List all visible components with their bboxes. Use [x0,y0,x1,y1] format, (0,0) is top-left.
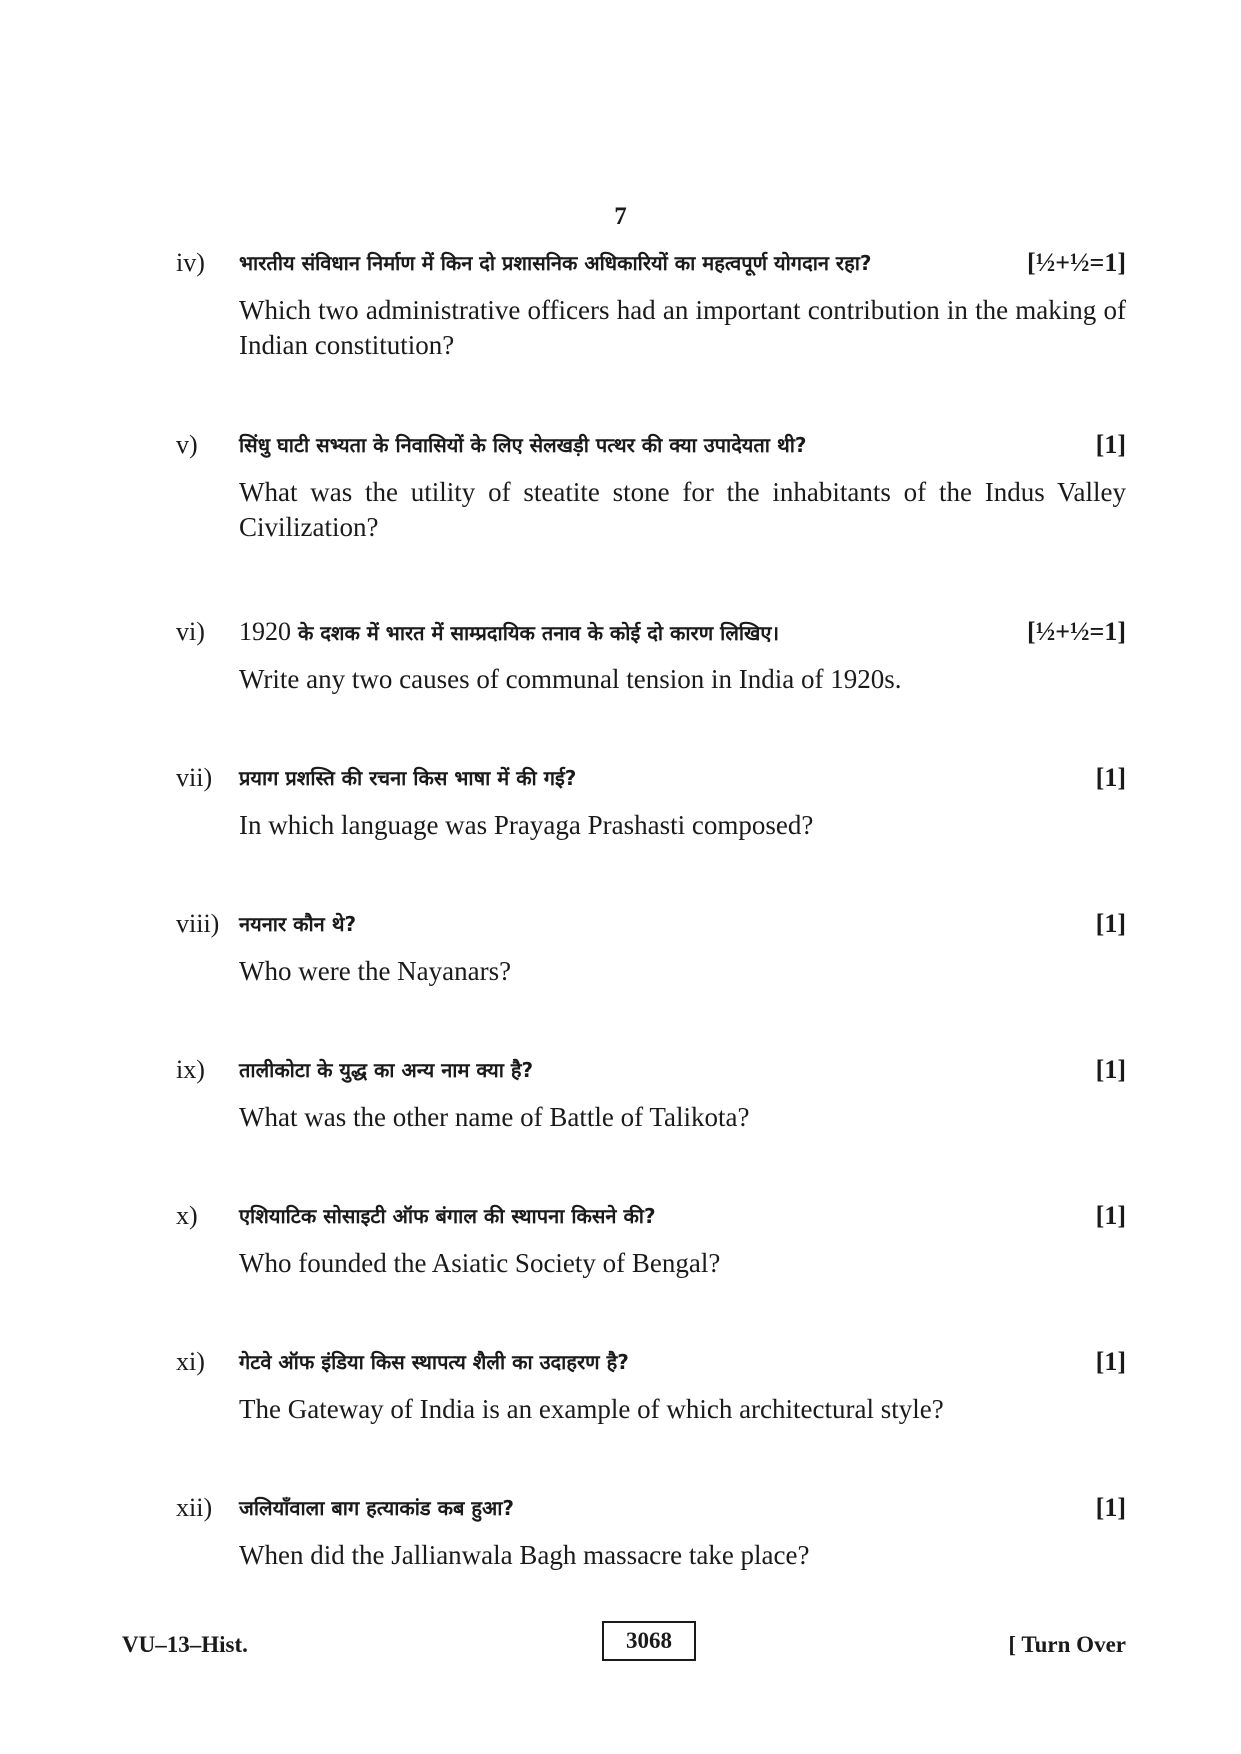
question-number: x) [176,1201,198,1230]
question-english-text: Which two administrative officers had an important contribution in the making of Indian constitution? [239,295,1126,360]
question-english-text: When did the Jallianwala Bagh massacre take place? [239,1540,810,1570]
question-hindi-text: भारतीय संविधान निर्माण में किन दो प्रशासनिक अधिकारियों का महत्वपूर्ण योगदान रहा? [239,251,872,275]
question-marks: [1] [1095,1493,1126,1522]
question-x [176,1196,1126,1281]
question-marks: [1] [1095,909,1126,938]
question-english-text: Who founded the Asiatic Society of Bengal? [239,1248,721,1278]
question-number: vii) [176,763,213,792]
question-english-text: The Gateway of India is an example of which architectural style? [239,1394,944,1424]
question-hindi-text [239,612,779,653]
question-hindi-text: नयनार कौन थे? [239,912,357,936]
question-marks: [1] [1095,763,1126,792]
question-iv [176,243,1126,363]
question-number: iv) [176,248,205,277]
question-v [176,425,1126,545]
question-marks: [1] [1095,1055,1126,1084]
question-marks: [1] [1095,430,1126,459]
question-hindi-text: प्रयाग प्रशस्ति की रचना किस भाषा में की गई? [239,766,577,790]
question-english-text: In which language was Prayaga Prashasti composed? [239,810,814,840]
question-number: xi) [176,1347,205,1376]
question-english-text: What was the other name of Battle of Talikota? [239,1102,750,1132]
footer-turn-over: [ Turn Over [1008,1632,1126,1657]
question-marks: [1] [1095,1201,1126,1230]
question-number: v) [176,430,198,459]
question-viii [176,904,1126,989]
question-xii [176,1488,1126,1573]
question-hindi-year: 1920 [239,617,291,646]
page-number: 7 [614,203,627,230]
question-hindi-text: सिंधु घाटी सभ्यता के निवासियों के लिए सेलखड़ी पत्थर की क्या उपादेयता थी? [239,433,807,457]
question-hindi-body: के दशक में भारत में साम्प्रदायिक तनाव के कोई दो कारण लिखिए। [297,621,780,645]
question-hindi-text: जलियाँवाला बाग हत्याकांड कब हुआ? [239,1496,514,1520]
footer-serial-box: 3068 [602,1621,696,1661]
question-english-text: What was the utility of steatite stone for the inhabitants of the Indus Valley Civilization? [239,477,1126,542]
question-marks: [½+½=1] [1027,248,1126,277]
question-number: ix) [176,1055,205,1084]
question-hindi-text: गेटवे ऑफ इंडिया किस स्थापत्य शैली का उदाहरण है? [239,1350,629,1374]
question-hindi-text: एशियाटिक सोसाइटी ऑफ बंगाल की स्थापना किसने की? [239,1204,656,1228]
question-xi [176,1342,1126,1427]
question-marks: [½+½=1] [1027,617,1126,646]
question-marks: [1] [1095,1347,1126,1376]
question-english-text: Who were the Nayanars? [239,956,512,986]
question-hindi-text: तालीकोटा के युद्ध का अन्य नाम क्या है? [239,1058,534,1082]
footer-paper-code: VU–13–Hist. [122,1632,248,1657]
question-number: vi) [176,617,205,646]
question-english-text: Write any two causes of communal tension in India of 1920s. [239,664,902,694]
question-ix [176,1050,1126,1135]
question-number: xii) [176,1493,213,1522]
question-vi [176,612,1126,697]
question-vii [176,758,1126,843]
question-number: viii) [176,909,220,938]
